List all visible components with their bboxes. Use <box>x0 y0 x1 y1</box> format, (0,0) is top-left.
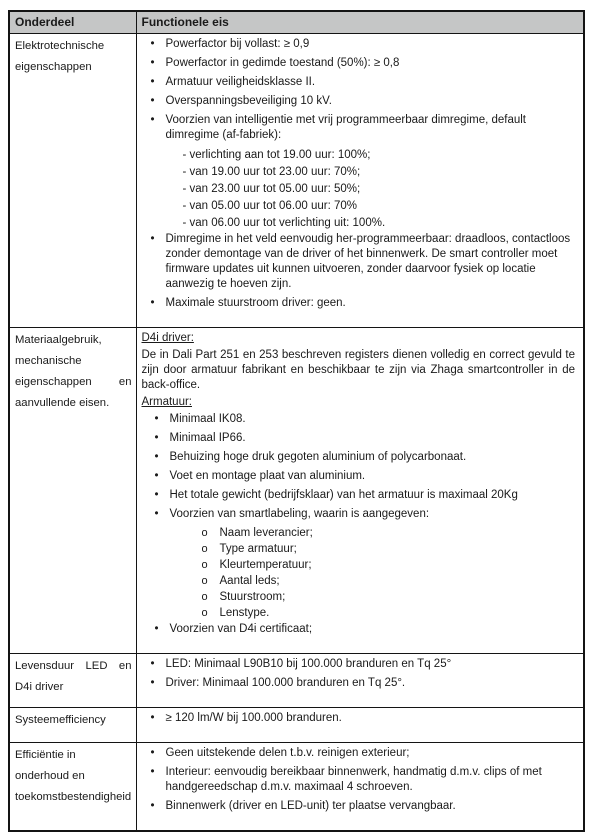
requirement-bullet2 <box>141 507 576 522</box>
onderdeel-cell: Materiaalgebruik, mechanische eigenschappen en aanvullende eisen. <box>9 328 136 654</box>
table-row <box>9 708 584 743</box>
requirement-bullet <box>141 113 576 143</box>
table-row <box>9 34 584 328</box>
circle-bullet-icon: o <box>201 575 208 587</box>
requirement-para: De in Dali Part 251 en 253 beschreven registers dienen volledig en correct gevuld te zijn door armatuur fabrikant en beschikbaar te zijn via Zhaga smartcontroller in de back-office. <box>141 349 575 391</box>
requirement-bullet2 <box>141 469 576 484</box>
requirement-dash: - verlichting aan tot 19.00 uur: 100%; <box>182 149 371 161</box>
requirement-bullet <box>141 711 576 726</box>
requirement-text: Minimaal IP66. <box>169 432 246 444</box>
requirement-text: Dimregime in het veld eenvoudig her-programmeerbaar: draadloos, contactloos zonder demontage van de driver of het binnenwerk. De smart controller moet firmware updates uit kunnen uitvoeren, zonder daarvoor fysiek op locatie aanwezig te hoeven zijn. <box>165 233 571 290</box>
onderdeel-cell: Elektrotechnische eigenschappen <box>9 34 136 328</box>
requirement-bullet <box>141 37 576 52</box>
functionele-eis-cell <box>136 743 584 832</box>
dot-bullet-icon: • <box>150 57 155 69</box>
dot-bullet-icon: • <box>150 766 155 778</box>
requirement-text: Voet en montage plaat van aluminium. <box>169 470 366 482</box>
functionele-eis-cell <box>136 654 584 708</box>
table-row <box>9 654 584 708</box>
dot-bullet-icon: • <box>150 38 155 50</box>
requirement-text: Type armatuur; <box>219 543 297 555</box>
requirement-text: Interieur: eenvoudig bereikbaar binnenwerk, handmatig d.m.v. clips of met handgereedschap d.m.v. maximaal 4 schroeven. <box>165 766 542 793</box>
dot-bullet-icon: • <box>154 470 159 482</box>
circle-bullet-icon: o <box>201 543 208 555</box>
requirement-text: Maximale stuurstroom driver: geen. <box>165 297 346 309</box>
requirement-sub <box>141 590 576 605</box>
requirement-bullet2 <box>141 450 576 465</box>
requirement-text: Naam leverancier; <box>219 527 313 539</box>
requirement-bullet <box>141 232 576 292</box>
dot-bullet-icon: • <box>154 489 159 501</box>
circle-bullet-icon: o <box>201 527 208 539</box>
dot-bullet-icon: • <box>154 432 159 444</box>
requirement-bullet2 <box>141 431 576 446</box>
dot-bullet-icon: • <box>150 747 155 759</box>
requirement-text: Voorzien van intelligentie met vrij programmeerbaar dimregime, default dimregime (af-fabriek): <box>165 114 527 141</box>
requirement-text: Overspanningsbeveiliging 10 kV. <box>165 95 332 107</box>
dot-bullet-icon: • <box>150 114 155 126</box>
dot-bullet-icon: • <box>150 76 155 88</box>
requirement-text: Minimaal IK08. <box>169 413 246 425</box>
circle-bullet-icon: o <box>201 607 208 619</box>
dot-bullet-icon: • <box>154 413 159 425</box>
requirement-bullet <box>141 746 576 761</box>
requirement-text: Powerfactor in gedimde toestand (50%): ≥ 0,8 <box>165 57 400 69</box>
header-cell-onderdeel: Onderdeel <box>9 11 136 34</box>
requirement-bullet <box>141 676 576 691</box>
dot-bullet-icon: • <box>154 508 159 520</box>
requirement-dash: - van 19.00 uur tot 23.00 uur: 70%; <box>182 166 361 178</box>
circle-bullet-icon: o <box>201 591 208 603</box>
requirement-bullet <box>141 75 576 90</box>
table-body <box>9 34 584 832</box>
requirement-text: Geen uitstekende delen t.b.v. reinigen exterieur; <box>165 747 410 759</box>
dot-bullet-icon: • <box>150 712 155 724</box>
requirement-text: LED: Minimaal L90B10 bij 100.000 branduren en Tq 25° <box>165 658 452 670</box>
requirement-bullet2 <box>141 622 576 637</box>
requirement-text: Voorzien van D4i certificaat; <box>169 623 313 635</box>
onderdeel-cell: Systeemefficiency <box>9 708 136 743</box>
header-row <box>9 11 584 34</box>
dot-bullet-icon: • <box>150 658 155 670</box>
requirement-text: Het totale gewicht (bedrijfsklaar) van het armatuur is maximaal 20Kg <box>169 489 518 501</box>
table-row <box>9 743 584 832</box>
dot-bullet-icon: • <box>154 451 159 463</box>
dot-bullet-icon: • <box>150 677 155 689</box>
requirement-bullet <box>141 296 576 311</box>
requirement-text: Driver: Minimaal 100.000 branduren en Tq 25°. <box>165 677 406 689</box>
requirement-bullet <box>141 56 576 71</box>
requirement-bullet <box>141 799 576 814</box>
functionele-eis-cell <box>136 708 584 743</box>
requirement-text: Armatuur veiligheidsklasse II. <box>165 76 316 88</box>
table-header <box>9 11 584 34</box>
requirement-bullet2 <box>141 412 576 427</box>
requirement-text: Binnenwerk (driver en LED-unit) ter plaatse vervangbaar. <box>165 800 456 812</box>
section-heading: Armatuur: <box>141 396 192 408</box>
requirement-sub <box>141 574 576 589</box>
requirement-bullet <box>141 94 576 109</box>
dot-bullet-icon: • <box>150 233 155 245</box>
functionele-eis-cell <box>136 34 584 328</box>
requirement-text: Kleurtemperatuur; <box>219 559 312 571</box>
requirement-text: Powerfactor bij vollast: ≥ 0,9 <box>165 38 310 50</box>
requirement-bullet <box>141 765 576 795</box>
requirement-text: Behuizing hoge druk gegoten aluminium of polycarbonaat. <box>169 451 467 463</box>
requirement-sub <box>141 558 576 573</box>
requirement-dash: - van 23.00 uur tot 05.00 uur: 50%; <box>182 183 361 195</box>
requirement-bullet2 <box>141 488 576 503</box>
requirement-dash: - van 06.00 uur tot verlichting uit: 100%. <box>182 217 386 229</box>
header-cell-functionele-eis: Functionele eis <box>136 11 584 34</box>
requirement-bullet <box>141 657 576 672</box>
requirement-text: Lenstype. <box>219 607 270 619</box>
dot-bullet-icon: • <box>150 800 155 812</box>
requirement-text: ≥ 120 lm/W bij 100.000 branduren. <box>165 712 342 724</box>
table-row <box>9 328 584 654</box>
requirements-table <box>8 10 585 832</box>
requirement-dash: - van 05.00 uur tot 06.00 uur: 70% <box>182 200 358 212</box>
dot-bullet-icon: • <box>150 297 155 309</box>
requirement-text: Voorzien van smartlabeling, waarin is aangegeven: <box>169 508 430 520</box>
requirement-sub <box>141 526 576 541</box>
requirement-text: Aantal leds; <box>219 575 280 587</box>
requirement-text: Stuurstroom; <box>219 591 286 603</box>
section-heading: D4i driver: <box>141 332 194 344</box>
dot-bullet-icon: • <box>150 95 155 107</box>
circle-bullet-icon: o <box>201 559 208 571</box>
functionele-eis-cell <box>136 328 584 654</box>
onderdeel-cell: Levensduur LED en D4i driver <box>9 654 136 708</box>
requirement-sub <box>141 606 576 621</box>
onderdeel-cell: Efficiëntie in onderhoud en toekomstbestendigheid <box>9 743 136 832</box>
requirement-sub <box>141 542 576 557</box>
dot-bullet-icon: • <box>154 623 159 635</box>
